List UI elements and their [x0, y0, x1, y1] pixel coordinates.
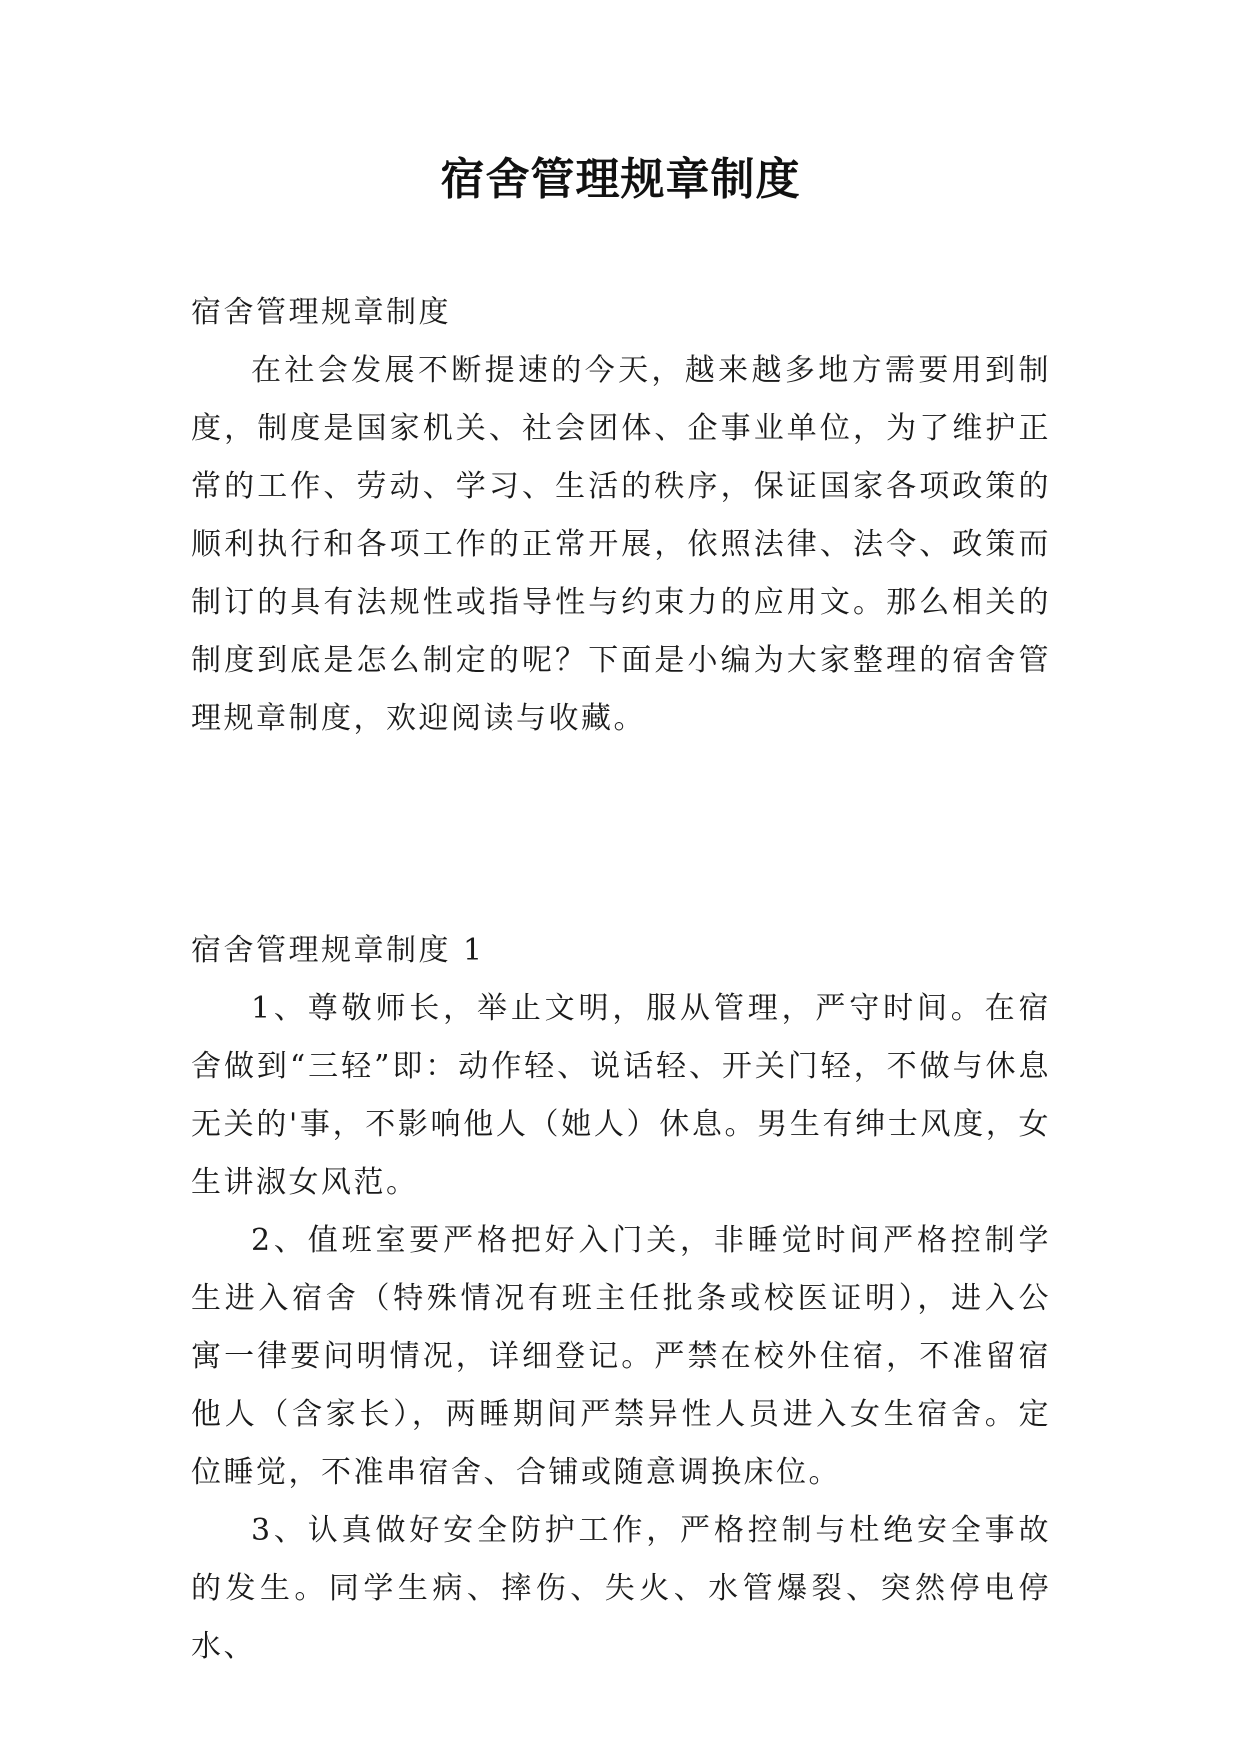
intro-paragraph: 在社会发展不断提速的今天，越来越多地方需要用到制度，制度是国家机关、社会团体、企事业单位，为了维护正常的工作、劳动、学习、生活的秩序，保证国家各项政策的顺利执行和各项工作的正常开展，依照法律、法令、政策而制订的具有法规性或指导性与约束力的应用文。那么相关的制度到底是怎么制定的呢？下面是小编为大家整理的宿舍管理规章制度，欢迎阅读与收藏。 — [191, 353, 1051, 736]
section1-heading: 宿舍管理规章制度 1 — [191, 933, 485, 968]
section1-item-2: 2、值班室要严格把好入门关，非睡觉时间严格控制学生进入宿舍（特殊情况有班主任批条或校医证明），进入公寓一律要问明情况，详细登记。严禁在校外住宿，不准留宿他人（含家长），两睡期间严禁异性人员进入女生宿舍。定位睡觉，不准串宿舍、合铺或随意调换床位。 — [191, 1223, 1051, 1490]
intro-heading: 宿舍管理规章制度 — [191, 295, 451, 330]
section-spacer — [191, 748, 1051, 922]
section1-item-3: 3、认真做好安全防护工作，严格控制与杜绝安全事故的发生。同学生病、摔伤、失火、水管爆裂、突然停电停水、 — [191, 1513, 1051, 1664]
document-body — [191, 284, 1051, 1676]
section1-item-1: 1、尊敬师长，举止文明，服从管理，严守时间。在宿舍做到“三轻”即：动作轻、说话轻、开关门轻，不做与休息无关的'事，不影响他人（她人）休息。男生有绅士风度，女生讲淑女风范。 — [191, 991, 1051, 1200]
document-title: 宿舍管理规章制度 — [440, 154, 801, 205]
